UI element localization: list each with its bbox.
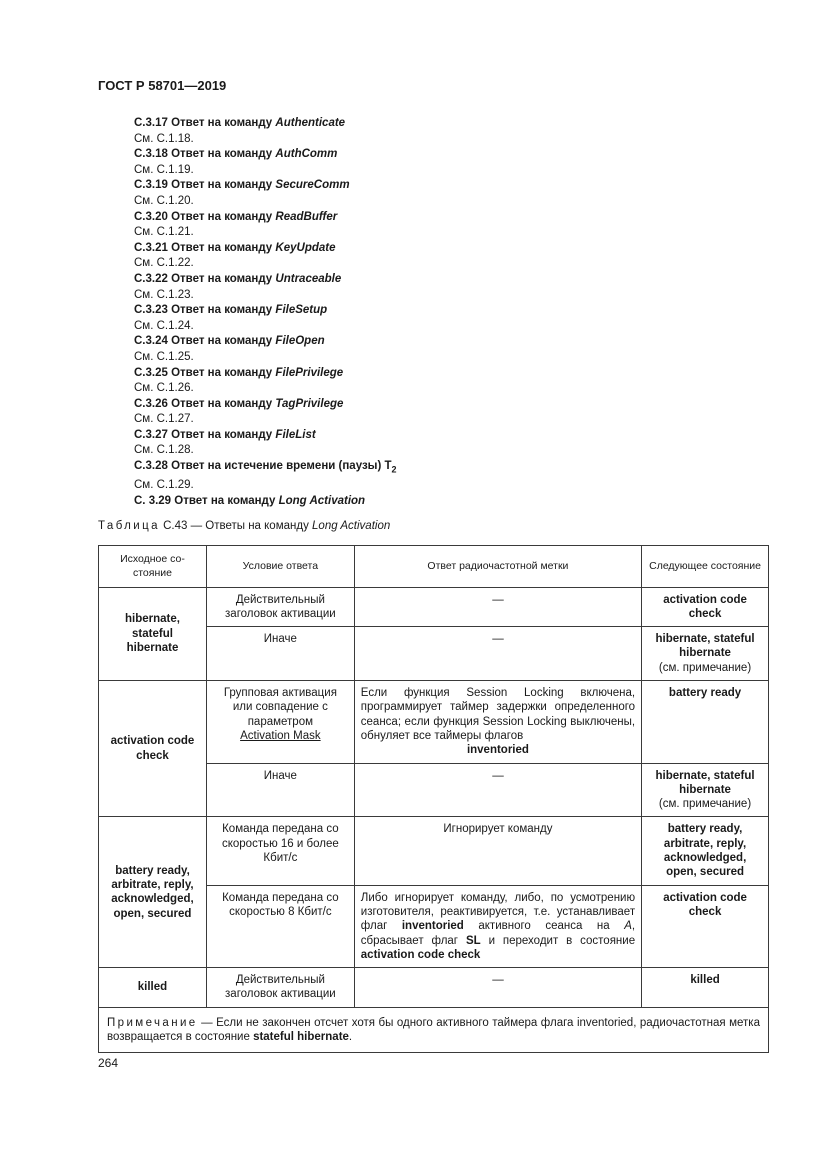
next-state-value: hibernate, stateful hibernate — [655, 769, 755, 796]
section-title — [134, 397, 397, 413]
section-reference — [134, 381, 397, 397]
activation-mask-link[interactable]: Activation Mask — [240, 729, 321, 742]
section-reference — [134, 443, 397, 459]
condition-cell: Иначе — [206, 763, 354, 817]
response-text: Либо игнорирует команду, либо, по усмотрению изготовителя, реактивируется, т.е. устанавливает флаг — [360, 891, 636, 933]
section-number: С.3.28 — [134, 460, 168, 473]
table-row — [99, 817, 769, 885]
table-row — [99, 968, 769, 1008]
section-title — [134, 366, 397, 382]
condition-cell: Действительный заголовок активации — [206, 968, 354, 1008]
section-title — [134, 428, 397, 444]
section-title — [134, 210, 397, 226]
note-label: Примечание — [107, 1016, 198, 1029]
section-reference-text: См. С.1.27. — [134, 413, 194, 426]
section-title — [134, 459, 397, 478]
table-row — [99, 681, 769, 763]
section-command: TagPrivilege — [275, 397, 344, 410]
section-title-text: Ответ на команду — [171, 117, 273, 129]
section-number: С.3.18 — [134, 148, 168, 161]
state-cell: battery ready, arbitrate, reply, acknowledged, open, secured — [99, 817, 207, 968]
section-command: FileList — [275, 428, 316, 441]
response-text: Если функция Session Locking включена, программирует таймер задержки определенного сеанса; если функция Session Locking выключены, обнуляет все таймеры флагов — [360, 687, 636, 742]
state-cell: killed — [99, 968, 207, 1008]
section-title-text: Ответ на команду — [171, 272, 273, 285]
response-text: , сбрасывает флаг — [360, 920, 636, 947]
section-title — [134, 272, 397, 288]
section-title — [134, 494, 397, 510]
header-initial-state: Исходное со-стояние — [99, 546, 207, 588]
section-title-text: Ответ на истечение времени (паузы) T — [171, 460, 392, 473]
state-cell: activation code check — [99, 681, 207, 817]
section-reference-text: См. С.1.23. — [134, 288, 194, 301]
section-title — [134, 116, 397, 132]
section-title-text: Ответ на команду — [171, 397, 273, 410]
section-command: KeyUpdate — [275, 241, 336, 254]
caption-label: Таблица — [98, 520, 160, 532]
section-reference — [134, 288, 397, 304]
table-row — [99, 587, 769, 627]
condition-cell — [206, 681, 354, 763]
section-reference — [134, 319, 397, 335]
section-number: С.3.22 — [134, 272, 168, 285]
response-text: активного сеанса на — [478, 920, 610, 933]
sections-list — [134, 116, 397, 509]
section-title — [134, 303, 397, 319]
note-text: — Если не закончен отсчет хотя бы одного активного таймера флага inventoried, радиочастотная метка возвращается в состояние — [107, 1016, 760, 1044]
response-cell — [354, 681, 641, 763]
section-title-text: Ответ на команду — [171, 428, 273, 441]
section-reference-text: См. С.1.19. — [134, 163, 194, 176]
section-reference-text: См. С.1.26. — [134, 382, 194, 395]
next-state-note: (см. примечание) — [658, 798, 752, 811]
section-number: С.3.25 — [134, 366, 168, 379]
section-command: Untraceable — [275, 272, 342, 285]
section-reference — [134, 194, 397, 210]
table-caption — [98, 520, 390, 532]
section-title — [134, 147, 397, 163]
section-title-text: Ответ на команду — [171, 366, 273, 379]
responses-table — [98, 545, 769, 1053]
section-number: С.3.20 — [134, 210, 168, 223]
section-reference — [134, 163, 397, 179]
section-number: С. 3.29 — [134, 494, 172, 507]
section-title — [134, 241, 397, 257]
table-note-row — [99, 1007, 769, 1053]
next-state-value: hibernate, stateful hibernate — [655, 633, 755, 660]
section-title — [134, 178, 397, 194]
section-reference — [134, 256, 397, 272]
section-command: FileOpen — [275, 335, 325, 348]
caption-command: Long Activation — [312, 520, 391, 532]
next-state-cell: activation code check — [642, 885, 769, 967]
document-header: ГОСТ Р 58701—2019 — [98, 78, 227, 93]
section-reference-text: См. С.1.25. — [134, 350, 194, 363]
response-cell: — — [354, 587, 641, 627]
table-note — [99, 1007, 769, 1053]
section-number: С.3.27 — [134, 428, 168, 441]
section-reference-text: См. С.1.18. — [134, 132, 194, 145]
section-title — [134, 334, 397, 350]
note-bold-term: stateful hibernate — [253, 1031, 349, 1044]
section-reference — [134, 350, 397, 366]
section-number: С.3.19 — [134, 179, 168, 192]
section-number: С.3.23 — [134, 304, 168, 317]
response-cell: — — [354, 968, 641, 1008]
section-title-text: Ответ на команду — [174, 494, 276, 507]
next-state-cell: killed — [642, 968, 769, 1008]
section-command: SecureComm — [275, 179, 350, 192]
section-reference-text: См. С.1.29. — [134, 478, 194, 491]
section-reference-text: См. С.1.22. — [134, 257, 194, 270]
next-state-note: (см. примечание) — [658, 661, 752, 674]
section-title-text: Ответ на команду — [171, 241, 273, 254]
section-command: FileSetup — [275, 304, 328, 317]
note-end: . — [348, 1031, 353, 1044]
response-cell: — — [354, 627, 641, 681]
header-next-state: Следующее состояние — [642, 546, 769, 588]
header-response: Ответ радиочастотной метки — [354, 546, 641, 588]
state-cell: hibernate, stateful hibernate — [99, 587, 207, 680]
next-state-cell: battery ready, arbitrate, reply, acknowledged, open, secured — [642, 817, 769, 885]
condition-cell: Команда передана со скоростью 8 Кбит/с — [206, 885, 354, 967]
header-condition: Условие ответа — [206, 546, 354, 588]
section-reference-text: См. С.1.21. — [134, 226, 194, 239]
section-reference — [134, 225, 397, 241]
section-command: Authenticate — [275, 117, 346, 129]
response-bold-term: SL — [465, 934, 481, 947]
next-state-cell: battery ready — [642, 681, 769, 763]
response-cell: Игнорирует команду — [354, 817, 641, 885]
section-number: С.3.24 — [134, 335, 168, 348]
condition-cell: Команда передана со скоростью 16 и более Кбит/с — [206, 817, 354, 885]
section-reference-text: См. С.1.24. — [134, 319, 194, 332]
caption-number: С.43 — Ответы на команду — [163, 520, 309, 532]
section-command: Long Activation — [278, 494, 366, 507]
page-number: 264 — [98, 1056, 119, 1070]
response-bold-term: inventoried — [401, 920, 464, 933]
section-reference-text: См. С.1.28. — [134, 444, 194, 457]
response-cell: — — [354, 763, 641, 817]
section-title-text: Ответ на команду — [171, 335, 273, 348]
section-title-text: Ответ на команду — [171, 210, 273, 223]
next-state-cell — [642, 763, 769, 817]
condition-text: Групповая активация или совпадение с параметром — [223, 687, 337, 728]
next-state-cell: activation code check — [642, 587, 769, 627]
section-title-text: Ответ на команду — [171, 304, 273, 317]
section-command: AuthComm — [275, 148, 338, 161]
section-number: С.3.21 — [134, 241, 168, 254]
next-state-cell — [642, 627, 769, 681]
response-italic-term: A — [624, 920, 632, 933]
response-cell — [354, 885, 641, 967]
condition-cell: Действительный заголовок активации — [206, 587, 354, 627]
response-bold-term: activation code check — [360, 948, 481, 961]
section-reference — [134, 412, 397, 428]
table-header-row — [99, 546, 769, 588]
response-bold-term: inventoried — [466, 744, 529, 757]
section-reference — [134, 478, 397, 494]
section-reference-text: См. С.1.20. — [134, 194, 194, 207]
section-title-text: Ответ на команду — [171, 148, 273, 161]
condition-cell: Иначе — [206, 627, 354, 681]
section-title-text: Ответ на команду — [171, 179, 273, 192]
section-number: С.3.17 — [134, 117, 168, 129]
section-command: FilePrivilege — [275, 366, 344, 379]
section-reference — [134, 132, 397, 148]
section-number: С.3.26 — [134, 397, 168, 410]
section-subscript: 2 — [391, 464, 397, 475]
response-text: и переходит в состояние — [488, 934, 636, 947]
section-command: ReadBuffer — [275, 210, 338, 223]
